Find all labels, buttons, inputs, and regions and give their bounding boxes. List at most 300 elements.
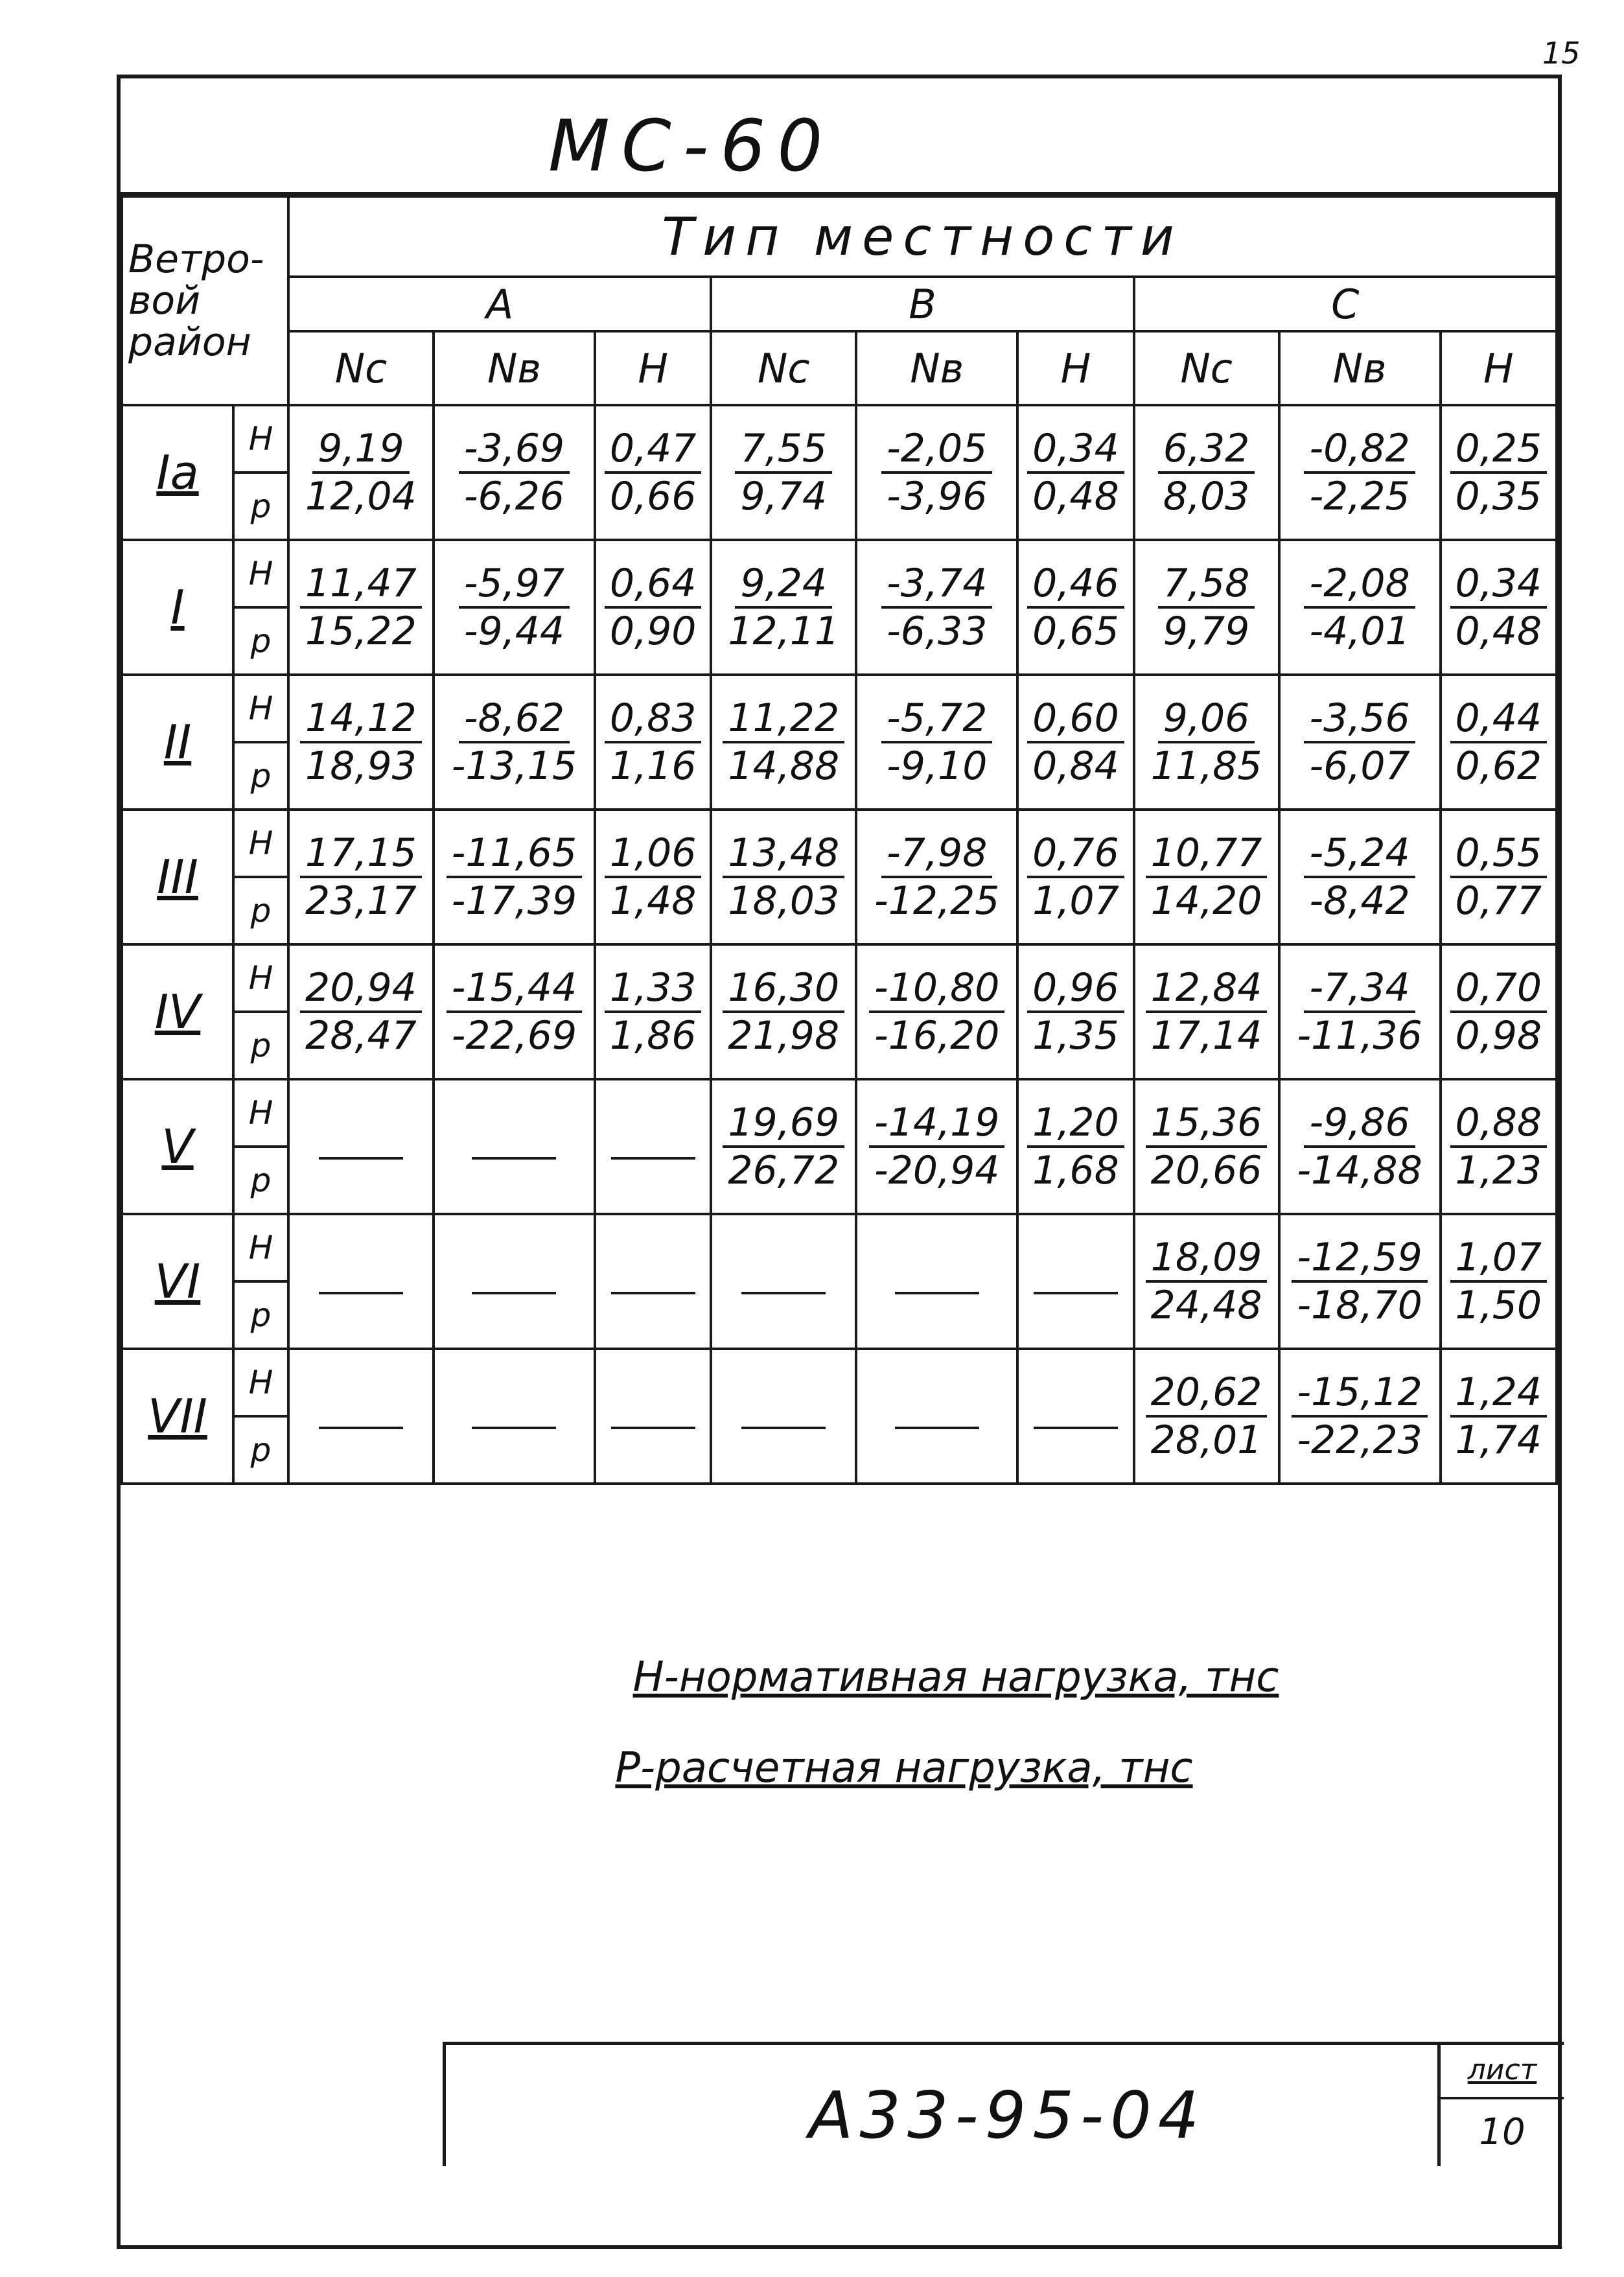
value-cell xyxy=(434,944,595,1079)
value-cell xyxy=(288,675,434,810)
design-value: -14,88 xyxy=(1297,1148,1422,1193)
normative-value: 9,19 xyxy=(312,428,410,474)
design-value: 14,20 xyxy=(1150,878,1262,924)
value-cell xyxy=(1017,810,1133,944)
normative-value: 1,20 xyxy=(1027,1103,1124,1148)
value-cell xyxy=(711,1349,856,1484)
value-cell xyxy=(711,1079,856,1214)
design-value: -3,96 xyxy=(887,474,988,519)
normative-value: -7,98 xyxy=(881,833,992,878)
normative-value: 0,76 xyxy=(1027,833,1124,878)
design-value: -22,69 xyxy=(451,1013,577,1058)
normative-value: -5,72 xyxy=(881,698,992,743)
fraction xyxy=(1135,1100,1278,1193)
normative-value: 0,55 xyxy=(1450,833,1548,878)
normative-value: -5,24 xyxy=(1304,833,1415,878)
normative-value: 17,15 xyxy=(300,833,422,878)
region-label: Ia xyxy=(122,405,233,540)
value-cell xyxy=(856,675,1017,810)
drawing-code: А33-95-04 xyxy=(809,2077,1206,2153)
normative-value: 0,34 xyxy=(1450,563,1548,609)
value-cell xyxy=(595,1214,711,1349)
normative-value: -3,56 xyxy=(1304,698,1415,743)
value-cell xyxy=(288,1349,434,1484)
value-cell xyxy=(1441,1214,1557,1349)
normative-value: 1,06 xyxy=(605,833,702,878)
fraction xyxy=(1019,561,1132,654)
design-value: 1,16 xyxy=(609,743,697,789)
empty-dash xyxy=(741,1427,826,1429)
table-row xyxy=(122,944,1557,1012)
fraction xyxy=(596,561,710,654)
design-value: 12,04 xyxy=(305,474,417,519)
value-cell xyxy=(1441,540,1557,675)
empty-dash xyxy=(319,1292,403,1294)
value-cell xyxy=(1441,810,1557,944)
kind-normative: Н xyxy=(233,1079,288,1147)
normative-value: -3,69 xyxy=(459,428,570,474)
fraction xyxy=(1281,1235,1439,1328)
empty-dash xyxy=(319,1157,403,1160)
design-value: 11,85 xyxy=(1150,743,1262,789)
value-cell xyxy=(1279,675,1441,810)
empty-dash xyxy=(611,1292,695,1294)
normative-value: 1,33 xyxy=(605,968,702,1013)
normative-value: 0,64 xyxy=(605,563,702,609)
normative-value: 0,88 xyxy=(1450,1103,1548,1148)
fraction xyxy=(1442,1235,1555,1328)
value-cell xyxy=(856,540,1017,675)
table-row xyxy=(122,540,1557,607)
value-cell xyxy=(1017,1214,1133,1349)
value-cell xyxy=(1279,810,1441,944)
fraction xyxy=(290,428,432,517)
value-cell xyxy=(1134,675,1279,810)
normative-value: -15,12 xyxy=(1292,1372,1427,1418)
value-cell xyxy=(711,405,856,540)
fraction xyxy=(857,965,1016,1058)
loads-table xyxy=(121,195,1558,1485)
fraction xyxy=(1135,1370,1278,1463)
region-header: Ветро-вой район xyxy=(122,196,288,405)
kind-normative: Н xyxy=(233,675,288,742)
fraction xyxy=(712,830,855,924)
region-label: III xyxy=(122,810,233,944)
normative-value: -0,82 xyxy=(1304,428,1415,474)
design-value: 1,48 xyxy=(609,878,697,924)
value-cell xyxy=(595,405,711,540)
design-value: 18,93 xyxy=(305,743,417,789)
kind-design: р xyxy=(233,1281,288,1349)
fraction xyxy=(596,965,710,1058)
design-value: 26,72 xyxy=(728,1148,840,1193)
normative-value: 7,58 xyxy=(1158,563,1255,609)
value-cell xyxy=(434,1214,595,1349)
fraction xyxy=(712,965,855,1058)
kind-normative: Н xyxy=(233,944,288,1012)
fraction xyxy=(1281,965,1439,1058)
region-label: II xyxy=(122,675,233,810)
fraction xyxy=(1135,561,1278,654)
terrain-header: Тип местности xyxy=(288,196,1557,277)
normative-value: 18,09 xyxy=(1146,1237,1268,1283)
value-cell xyxy=(856,405,1017,540)
design-value: 0,98 xyxy=(1455,1013,1542,1058)
empty-dash xyxy=(472,1427,556,1429)
value-cell xyxy=(1441,944,1557,1079)
kind-normative: Н xyxy=(233,405,288,473)
fraction xyxy=(1442,695,1555,789)
design-value: -2,25 xyxy=(1309,474,1410,519)
normative-value: 20,94 xyxy=(300,968,422,1013)
fraction xyxy=(857,830,1016,924)
fraction xyxy=(1019,428,1132,517)
kind-design: р xyxy=(233,877,288,944)
normative-value: -11,65 xyxy=(447,833,582,878)
value-cell xyxy=(1279,1349,1441,1484)
design-value: 1,07 xyxy=(1032,878,1119,924)
fraction xyxy=(857,1100,1016,1193)
value-cell xyxy=(1441,1349,1557,1484)
normative-value: 7,55 xyxy=(735,428,832,474)
value-cell xyxy=(1017,944,1133,1079)
design-value: -9,44 xyxy=(463,609,565,654)
value-cell xyxy=(856,1349,1017,1484)
document-title: МС-60 xyxy=(548,104,835,187)
design-value: 21,98 xyxy=(728,1013,840,1058)
kind-design: р xyxy=(233,742,288,810)
normative-value: 9,06 xyxy=(1158,698,1255,743)
normative-value: 0,34 xyxy=(1027,428,1124,474)
value-cell xyxy=(856,1214,1017,1349)
fraction xyxy=(1281,695,1439,789)
design-value: 28,01 xyxy=(1150,1418,1262,1463)
value-cell xyxy=(1017,1079,1133,1214)
design-value: 1,86 xyxy=(609,1013,697,1058)
value-cell xyxy=(1134,1214,1279,1349)
subcol-nc: Nc xyxy=(1134,331,1279,405)
fraction xyxy=(435,830,594,924)
design-value: 8,03 xyxy=(1163,474,1250,519)
design-value: 0,62 xyxy=(1455,743,1542,789)
title-row xyxy=(121,78,1558,195)
empty-dash xyxy=(895,1292,979,1294)
normative-value: -3,74 xyxy=(881,563,992,609)
value-cell xyxy=(595,1349,711,1484)
normative-value: -15,44 xyxy=(447,968,582,1013)
subcol-nc: Nc xyxy=(288,331,434,405)
design-value: 24,48 xyxy=(1150,1283,1262,1328)
title-block xyxy=(443,2042,1437,2166)
normative-value: 0,60 xyxy=(1027,698,1124,743)
fraction xyxy=(1135,965,1278,1058)
terrain-group-b: B xyxy=(711,277,1133,331)
design-value: 0,48 xyxy=(1455,609,1542,654)
value-cell xyxy=(1134,810,1279,944)
fraction xyxy=(596,695,710,789)
normative-value: 11,22 xyxy=(723,698,844,743)
subcol-h: H xyxy=(1441,331,1557,405)
normative-value: -10,80 xyxy=(869,968,1004,1013)
kind-normative: Н xyxy=(233,810,288,877)
design-value: 1,23 xyxy=(1455,1148,1542,1193)
normative-value: 1,07 xyxy=(1450,1237,1548,1283)
fraction xyxy=(857,561,1016,654)
design-value: -4,01 xyxy=(1309,609,1410,654)
fraction xyxy=(1442,965,1555,1058)
table-row xyxy=(122,1349,1557,1416)
fraction xyxy=(290,965,432,1058)
value-cell xyxy=(595,540,711,675)
value-cell xyxy=(1279,540,1441,675)
fraction xyxy=(1019,830,1132,924)
region-label: IV xyxy=(122,944,233,1079)
fraction xyxy=(435,695,594,789)
design-value: -8,42 xyxy=(1309,878,1410,924)
table-row xyxy=(122,1214,1557,1281)
normative-value: 1,24 xyxy=(1450,1372,1548,1418)
value-cell xyxy=(288,540,434,675)
normative-value: 0,83 xyxy=(605,698,702,743)
kind-normative: Н xyxy=(233,1349,288,1416)
value-cell xyxy=(711,1214,856,1349)
fraction xyxy=(1135,830,1278,924)
design-value: 0,66 xyxy=(609,474,697,519)
fraction xyxy=(712,561,855,654)
normative-value: 9,24 xyxy=(735,563,832,609)
value-cell xyxy=(1279,405,1441,540)
value-cell xyxy=(434,1349,595,1484)
empty-dash xyxy=(472,1292,556,1294)
normative-value: -7,34 xyxy=(1304,968,1415,1013)
design-value: 1,50 xyxy=(1455,1283,1542,1328)
table-row xyxy=(122,405,1557,473)
value-cell xyxy=(434,810,595,944)
design-value: 9,79 xyxy=(1163,609,1250,654)
design-value: -13,15 xyxy=(451,743,577,789)
sheet-label: лист xyxy=(1441,2045,1564,2099)
kind-normative: Н xyxy=(233,1214,288,1281)
terrain-group-a: A xyxy=(288,277,711,331)
design-value: -18,70 xyxy=(1297,1283,1422,1328)
normative-value: 14,12 xyxy=(300,698,422,743)
empty-dash xyxy=(611,1157,695,1160)
fraction xyxy=(435,561,594,654)
design-value: 1,68 xyxy=(1032,1148,1119,1193)
empty-dash xyxy=(1034,1292,1118,1294)
value-cell xyxy=(288,405,434,540)
table-row xyxy=(122,810,1557,877)
value-cell xyxy=(1279,1079,1441,1214)
value-cell xyxy=(1134,1079,1279,1214)
value-cell xyxy=(595,810,711,944)
design-value: 20,66 xyxy=(1150,1148,1262,1193)
normative-value: 15,36 xyxy=(1146,1103,1268,1148)
normative-value: 19,69 xyxy=(723,1103,844,1148)
design-value: 1,35 xyxy=(1032,1013,1119,1058)
normative-value: 0,44 xyxy=(1450,698,1548,743)
normative-value: -8,62 xyxy=(459,698,570,743)
subcol-nc: Nc xyxy=(711,331,856,405)
design-value: 17,14 xyxy=(1150,1013,1262,1058)
design-value: 15,22 xyxy=(305,609,417,654)
design-value: 0,84 xyxy=(1032,743,1119,789)
fraction xyxy=(1019,695,1132,789)
subcol-h: H xyxy=(1017,331,1133,405)
fraction xyxy=(1281,1100,1439,1193)
normative-value: 16,30 xyxy=(723,968,844,1013)
value-cell xyxy=(1134,1349,1279,1484)
normative-value: 11,47 xyxy=(300,563,422,609)
design-value: 0,48 xyxy=(1032,474,1119,519)
subcol-nv: Nв xyxy=(1279,331,1441,405)
fraction xyxy=(435,428,594,517)
design-value: 1,74 xyxy=(1455,1418,1542,1463)
design-value: 28,47 xyxy=(305,1013,417,1058)
fraction xyxy=(1442,1100,1555,1193)
value-cell xyxy=(856,944,1017,1079)
normative-value: 20,62 xyxy=(1146,1372,1268,1418)
fraction xyxy=(1019,965,1132,1058)
normative-value: 0,96 xyxy=(1027,968,1124,1013)
design-value: -6,07 xyxy=(1309,743,1410,789)
page-number: 15 xyxy=(1542,36,1581,71)
empty-dash xyxy=(611,1427,695,1429)
value-cell xyxy=(595,1079,711,1214)
normative-value: 0,25 xyxy=(1450,428,1548,474)
normative-value: -2,05 xyxy=(881,428,992,474)
fraction xyxy=(857,695,1016,789)
fraction xyxy=(596,428,710,517)
normative-value: 12,84 xyxy=(1146,968,1268,1013)
sheet-box xyxy=(1437,2042,1564,2166)
fraction xyxy=(712,428,855,517)
normative-value: -12,59 xyxy=(1292,1237,1427,1283)
normative-value: 0,70 xyxy=(1450,968,1548,1013)
legend-design: Р-расчетная нагрузка, тнс xyxy=(615,1744,1193,1792)
value-cell xyxy=(1134,944,1279,1079)
value-cell xyxy=(711,810,856,944)
design-value: 14,88 xyxy=(728,743,840,789)
design-value: -20,94 xyxy=(874,1148,1000,1193)
table-row xyxy=(122,675,1557,742)
fraction xyxy=(435,965,594,1058)
design-value: 0,77 xyxy=(1455,878,1542,924)
kind-design: р xyxy=(233,1147,288,1214)
value-cell xyxy=(1279,1214,1441,1349)
drawing-frame xyxy=(117,75,1562,2249)
value-cell xyxy=(1441,675,1557,810)
value-cell xyxy=(856,1079,1017,1214)
design-value: 12,11 xyxy=(728,609,840,654)
value-cell xyxy=(288,810,434,944)
design-value: 18,03 xyxy=(728,878,840,924)
value-cell xyxy=(434,405,595,540)
design-value: 23,17 xyxy=(305,878,417,924)
empty-dash xyxy=(472,1157,556,1160)
fraction xyxy=(1135,695,1278,789)
value-cell xyxy=(1017,1349,1133,1484)
empty-dash xyxy=(741,1292,826,1294)
design-value: -16,20 xyxy=(874,1013,1000,1058)
normative-value: -9,86 xyxy=(1304,1103,1415,1148)
value-cell xyxy=(288,1214,434,1349)
fraction xyxy=(1442,561,1555,654)
value-cell xyxy=(711,944,856,1079)
value-cell xyxy=(434,540,595,675)
fraction xyxy=(290,695,432,789)
normative-value: 6,32 xyxy=(1158,428,1255,474)
design-value: 9,74 xyxy=(740,474,828,519)
empty-dash xyxy=(319,1427,403,1429)
design-value: -6,26 xyxy=(463,474,565,519)
value-cell xyxy=(711,540,856,675)
sheet-number: 10 xyxy=(1479,2111,1525,2153)
value-cell xyxy=(1134,405,1279,540)
design-value: 0,65 xyxy=(1032,609,1119,654)
normative-value: -2,08 xyxy=(1304,563,1415,609)
value-cell xyxy=(595,675,711,810)
legend-normative: Н-нормативная нагрузка, тнс xyxy=(632,1653,1279,1701)
design-value: 0,35 xyxy=(1455,474,1542,519)
fraction xyxy=(596,830,710,924)
fraction xyxy=(1442,428,1555,517)
kind-design: р xyxy=(233,607,288,675)
value-cell xyxy=(288,1079,434,1214)
fraction xyxy=(857,428,1016,517)
kind-normative: Н xyxy=(233,540,288,607)
value-cell xyxy=(1441,405,1557,540)
fraction xyxy=(1442,830,1555,924)
terrain-group-c: C xyxy=(1134,277,1557,331)
design-value: -22,23 xyxy=(1297,1418,1422,1463)
table-row xyxy=(122,1079,1557,1147)
normative-value: 0,47 xyxy=(605,428,702,474)
value-cell xyxy=(434,675,595,810)
fraction xyxy=(1019,1100,1132,1193)
fraction xyxy=(712,695,855,789)
kind-design: р xyxy=(233,1416,288,1484)
empty-dash xyxy=(895,1427,979,1429)
normative-value: 10,77 xyxy=(1146,833,1268,878)
design-value: 0,90 xyxy=(609,609,697,654)
design-value: -17,39 xyxy=(451,878,577,924)
value-cell xyxy=(711,675,856,810)
loads-body xyxy=(122,405,1557,1484)
fraction xyxy=(290,830,432,924)
value-cell xyxy=(595,944,711,1079)
empty-dash xyxy=(1034,1427,1118,1429)
value-cell xyxy=(1017,675,1133,810)
fraction xyxy=(1442,1370,1555,1463)
fraction xyxy=(290,561,432,654)
value-cell xyxy=(856,810,1017,944)
value-cell xyxy=(288,944,434,1079)
fraction xyxy=(1135,428,1278,517)
subcol-nv: Nв xyxy=(434,331,595,405)
normative-value: -5,97 xyxy=(459,563,570,609)
design-value: -9,10 xyxy=(887,743,988,789)
value-cell xyxy=(1134,540,1279,675)
region-label: V xyxy=(122,1079,233,1214)
fraction xyxy=(1135,1235,1278,1328)
subcol-h: H xyxy=(595,331,711,405)
fraction xyxy=(1281,1370,1439,1463)
region-label: I xyxy=(122,540,233,675)
region-label: VII xyxy=(122,1349,233,1484)
normative-value: 13,48 xyxy=(723,833,844,878)
fraction xyxy=(1281,428,1439,517)
